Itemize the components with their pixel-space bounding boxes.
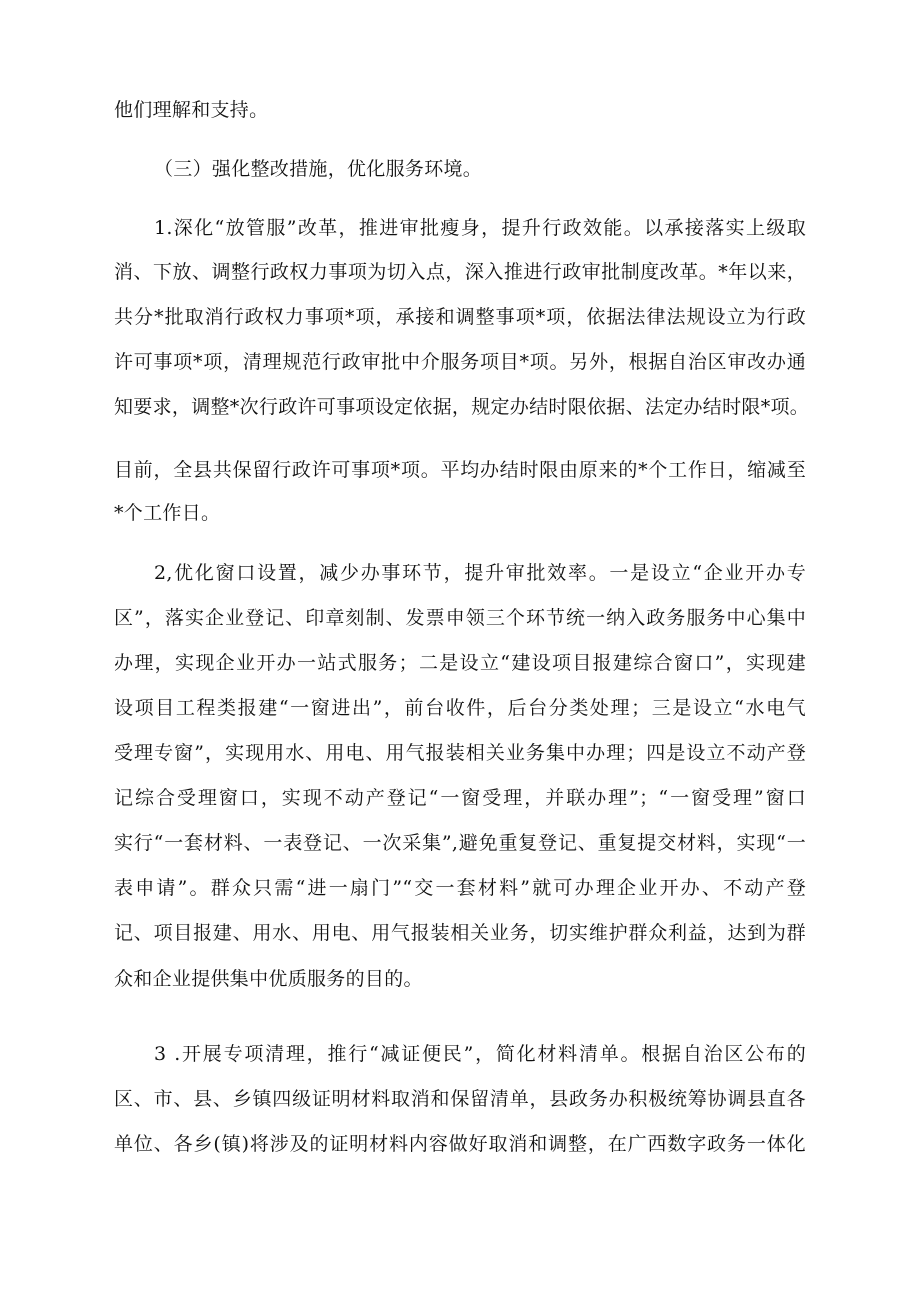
paragraph-line: 知要求，调整*次行政许可事项设定依据，规定办结时限依据、法定办结时限*项。	[114, 396, 810, 418]
paragraph-line: 消、下放、调整行政权力事项为切入点，深入推进行政审批制度改革。*年以来，	[114, 261, 806, 283]
paragraph-line: 单位、各乡(镇)将涉及的证明材料内容做好取消和调整，在广西数字政务一体化	[114, 1133, 806, 1155]
paragraph-line: 目前，全县共保留行政许可事项*项。平均办结时限由原来的*个工作日，缩减至	[114, 459, 806, 481]
paragraph-line: 2,优化窗口设置，减少办事环节，提升审批效率。一是设立“企业开办专	[154, 562, 806, 584]
paragraph-line: 办理，实现企业开办一站式服务；二是设立“建设项目报建综合窗口”，实现建	[114, 652, 806, 674]
paragraph-line: 共分*批取消行政权力事项*项，承接和调整事项*项，依据法律法规设立为行政	[114, 306, 806, 328]
paragraph-line: 3 .开展专项清理，推行“减证便民”，简化材料清单。根据自治区公布的	[154, 1043, 806, 1065]
paragraph-line: 区、市、县、乡镇四级证明材料取消和保留清单，县政务办积极统筹协调县直各	[114, 1088, 806, 1110]
paragraph-line: 受理专窗”，实现用水、用电、用气报装相关业务集中办理；四是设立不动产登	[114, 742, 806, 764]
paragraph-line: 许可事项*项，清理规范行政审批中介服务项目*项。另外，根据自治区审改办通	[114, 351, 806, 373]
paragraph-line: 记、项目报建、用水、用电、用气报装相关业务，切实维护群众利益，达到为群	[114, 922, 806, 944]
paragraph-line: 设项目工程类报建“一窗进出”，前台收件，后台分类处理；三是设立“水电气	[114, 697, 806, 719]
paragraph-line: 区”，落实企业登记、印章刻制、发票申领三个环节统一纳入政务服务中心集中	[114, 607, 806, 629]
paragraph-line: 1.深化“放管服”改革，推进审批瘦身，提升行政效能。以承接落实上级取	[154, 217, 806, 239]
paragraph-line: *个工作日。	[114, 502, 221, 524]
paragraph-line: 表申请”。群众只需“进一扇门”“交一套材料”就可办理企业开办、不动产登	[114, 877, 806, 899]
paragraph-line: 众和企业提供集中优质服务的目的。	[114, 968, 423, 990]
paragraph-line: 他们理解和支持。	[114, 99, 269, 121]
paragraph-line: 实行“一套材料、一表登记、一次采集”,避免重复登记、重复提交材料，实现“一	[114, 832, 806, 854]
section-heading: （三）强化整改措施，优化服务环境。	[154, 158, 483, 180]
paragraph-line: 记综合受理窗口，实现不动产登记“一窗受理，并联办理”；“一窗受理”窗口	[114, 787, 806, 809]
